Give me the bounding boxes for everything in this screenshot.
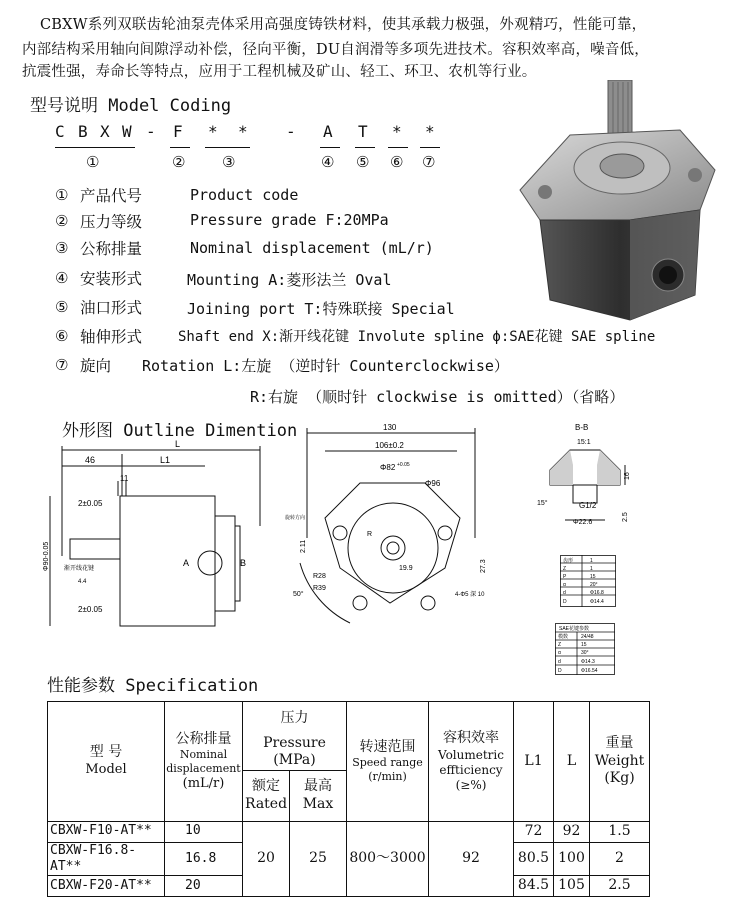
code-char: X — [100, 122, 110, 141]
label-a: A — [183, 558, 190, 568]
code-char: C — [55, 122, 65, 141]
header-max-en: Max — [302, 795, 334, 812]
item-number: ⑥ — [55, 327, 69, 345]
intro-line-2: 内部结构采用轴向间隙浮动补偿，径向平衡，DU自润滑等多项先进技术。容积效率高，噪音低， — [22, 42, 649, 58]
header-disp-en1: Nominal — [179, 748, 228, 762]
code-marker: ② — [172, 153, 186, 171]
item-label: 压力等级 — [80, 213, 143, 231]
cell-model: CBXW-F16.8-AT** — [48, 842, 165, 876]
code-char: T — [358, 122, 368, 141]
dim-82: Φ82 — [380, 463, 396, 472]
code-underline-3 — [205, 147, 250, 148]
dim-106: 106±0.2 — [375, 441, 404, 450]
label-b: B — [240, 558, 247, 568]
header-disp-cn: 公称排量 — [175, 730, 232, 747]
item-label: 产品代号 — [80, 187, 143, 205]
dim-46: 46 — [85, 455, 96, 465]
table-row — [48, 821, 650, 842]
t1-cell: 15 — [590, 574, 596, 580]
code-char: F — [173, 122, 183, 141]
code-marker: ① — [86, 153, 100, 171]
header-eff-unit: (≥%) — [455, 777, 487, 792]
item-label: 轴伸形式 — [80, 328, 143, 346]
item-number: ⑤ — [55, 298, 69, 316]
cell-l: 105 — [554, 876, 590, 897]
header-weight-unit: (Kg) — [604, 770, 635, 786]
code-marker: ⑦ — [422, 153, 436, 171]
dim-96: Φ96 — [425, 479, 441, 488]
t1-cell: 20° — [590, 582, 598, 588]
cell-disp: 20 — [165, 876, 243, 897]
cell-disp: 10 — [165, 821, 243, 842]
header-model-cn: 型 号 — [89, 744, 123, 761]
item-text: Product code — [190, 186, 299, 204]
cell-model: CBXW-F20-AT** — [48, 876, 165, 897]
code-underline-1 — [55, 147, 135, 148]
t2-cell: 15 — [581, 642, 587, 648]
spline-table-2 — [555, 623, 615, 675]
cell-disp: 16.8 — [165, 842, 243, 876]
dim-L: L — [175, 439, 181, 449]
code-char: B — [78, 122, 88, 141]
header-eff-en2: effticiency — [439, 762, 503, 777]
front-view-drawing — [285, 418, 500, 638]
item-label: 公称排量 — [80, 240, 143, 258]
item-7-line-2: R:右旋 （顺时针 clockwise is omitted）（省略） — [250, 388, 625, 406]
cell-l1: 84.5 — [514, 876, 554, 897]
t2-cell: α — [558, 650, 561, 656]
header-speed-unit: (r/min) — [368, 770, 407, 783]
pump-photo — [510, 80, 725, 330]
cell-weight: 1.5 — [590, 821, 650, 842]
t1-cell: Z — [563, 566, 567, 572]
header-displacement — [165, 702, 243, 822]
outline-title: 外形图 Outline Dimention — [62, 421, 298, 441]
cell-efficiency: 92 — [429, 821, 514, 897]
header-efficiency — [429, 702, 514, 822]
header-speed — [347, 702, 429, 822]
header-pressure-en: Pressure (MPa) — [243, 735, 347, 771]
code-underline-4 — [320, 147, 340, 148]
item-text: Joining port T:特殊联接 Special — [187, 300, 455, 318]
t2-cell: 30° — [581, 650, 589, 656]
t2-cell: d — [558, 659, 561, 665]
code-char: A — [323, 122, 333, 141]
dim-27-3: 27.3 — [480, 559, 487, 573]
code-char: * — [238, 122, 248, 141]
cell-rated: 20 — [243, 821, 290, 897]
item-number: ③ — [55, 239, 69, 257]
header-disp-en2: displacement — [166, 761, 241, 775]
dim-11: 11 — [120, 474, 129, 483]
spec-title: 性能参数 Specification — [47, 676, 259, 696]
code-marker: ⑥ — [390, 153, 404, 171]
item-label: 安装形式 — [80, 270, 143, 288]
item-number: ① — [55, 186, 69, 204]
t2-cell: Z — [558, 642, 562, 648]
code-underline-2 — [170, 147, 190, 148]
cell-speed: 800～3000 — [347, 821, 429, 897]
item-text: Shaft end X:渐开线花键 Involute spline ϕ:SAE花键 SAE spline — [178, 329, 656, 345]
header-disp-unit: (mL/r) — [182, 775, 225, 791]
spline-table-1 — [560, 555, 616, 607]
code-char: * — [208, 122, 218, 141]
spec-table — [47, 701, 650, 897]
header-rated-en: Rated — [244, 795, 288, 812]
header-max — [290, 770, 347, 821]
label-bb: B-B — [575, 423, 589, 432]
header-max-cn: 最高 — [304, 778, 332, 794]
item-number: ⑦ — [55, 356, 69, 374]
note-rotation: 旋转方向 — [285, 515, 306, 521]
dim-50: 50° — [293, 591, 304, 598]
header-l1: L1 — [514, 702, 554, 822]
note-spline: 渐开线花键 — [64, 566, 95, 572]
dim-r: R — [367, 531, 373, 538]
cell-l: 92 — [554, 821, 590, 842]
t1-cell: Φ14.4 — [590, 599, 604, 605]
model-coding-title: 型号说明 Model Coding — [30, 96, 232, 116]
cell-max: 25 — [290, 821, 347, 897]
t1-cell: d — [563, 590, 566, 596]
code-underline-7 — [420, 147, 440, 148]
header-weight-en: Weight — [594, 752, 645, 769]
item-text: Rotation L:左旋 （逆时针 Counterclockwise） — [142, 357, 509, 375]
cell-weight: 2 — [590, 842, 650, 876]
header-model — [48, 702, 165, 822]
header-speed-en: Speed range — [352, 756, 423, 770]
dim-16: 16 — [624, 472, 631, 480]
header-weight — [590, 702, 650, 822]
item-label: 旋向 — [80, 357, 112, 375]
t1-cell: P — [563, 574, 567, 580]
item-label: 油口形式 — [80, 299, 143, 317]
section-bb-drawing — [535, 420, 640, 530]
label-ratio: 15:1 — [577, 439, 591, 446]
dim-r28: R28 — [313, 573, 326, 580]
dim-15: 15° — [537, 500, 548, 507]
cell-l1: 80.5 — [514, 842, 554, 876]
code-char: * — [392, 122, 402, 141]
item-number: ② — [55, 212, 69, 230]
header-weight-cn: 重量 — [605, 735, 634, 751]
item-text: Mounting A:菱形法兰 Oval — [187, 271, 392, 289]
code-marker: ⑤ — [356, 153, 370, 171]
header-model-en: Model — [85, 761, 127, 777]
cell-model: CBXW-F10-AT** — [48, 821, 165, 842]
code-marker: ③ — [222, 153, 236, 171]
t2-title: SAE花键参数 — [559, 626, 590, 632]
item-text: Nominal displacement (mL/r) — [190, 239, 434, 257]
code-char: - — [286, 122, 296, 141]
dim-2-5: 2.5 — [622, 512, 629, 522]
dim-82-tol: +0.05 — [397, 462, 410, 468]
t1-cell: 1 — [590, 558, 593, 564]
header-rated-cn: 额定 — [252, 778, 280, 794]
t2-cell: 模数 — [558, 634, 569, 640]
t2-cell: Φ14.3 — [581, 659, 595, 665]
cell-l: 100 — [554, 842, 590, 876]
dim-r39: R39 — [313, 585, 326, 592]
header-rated — [243, 770, 290, 821]
dim-tol2: 2±0.05 — [78, 605, 103, 614]
t1-cell: D — [563, 599, 567, 605]
header-eff-en1: Volumetric — [438, 747, 504, 762]
dim-g12: G1/2 — [579, 501, 597, 510]
intro-line-3: 抗震性强，寿命长等特点，应用于工程机械及矿山、轻工、环卫、农机等行业。 — [22, 64, 537, 80]
code-char: - — [146, 122, 156, 141]
code-marker: ④ — [321, 153, 335, 171]
header-eff-cn: 容积效率 — [443, 730, 499, 746]
dim-L1: L1 — [160, 455, 171, 465]
intro-line-1: CBXW系列双联齿轮油泵壳体采用高强度铸铁材料，使其承载力极强，外观精巧，性能可靠， — [40, 17, 647, 33]
t1-cell: α — [563, 582, 566, 588]
cell-weight: 2.5 — [590, 876, 650, 897]
dim-holes: 4-Φ5 深 10 — [455, 592, 485, 598]
code-char: W — [122, 122, 132, 141]
header-l: L — [554, 702, 590, 822]
dim-130: 130 — [383, 423, 397, 432]
dim-19-9: 19.9 — [399, 565, 413, 572]
code-char: * — [425, 122, 435, 141]
t1-cell: 齿形 — [563, 558, 574, 564]
code-underline-6 — [388, 147, 408, 148]
side-view-drawing — [40, 436, 285, 636]
dim-spline: 4.4 — [78, 579, 87, 585]
t1-cell: 1 — [590, 566, 593, 572]
dim-22-6: Φ22.6 — [573, 519, 593, 526]
t1-cell: Φ16.8 — [590, 590, 604, 596]
dim-tol1: 2±0.05 — [78, 499, 103, 508]
t2-cell: D — [558, 668, 562, 674]
t2-cell: 24/48 — [581, 634, 594, 640]
item-text: Pressure grade F:20MPa — [190, 211, 389, 229]
cell-l1: 72 — [514, 821, 554, 842]
dim-2-11: 2.11 — [300, 539, 307, 553]
dim-dia: Φ90-0.05 — [43, 541, 50, 571]
t2-cell: Φ16.54 — [581, 668, 598, 674]
code-underline-5 — [355, 147, 375, 148]
header-speed-cn: 转速范围 — [359, 738, 416, 755]
item-number: ④ — [55, 269, 69, 287]
header-pressure-cn: 压力 — [243, 702, 347, 735]
